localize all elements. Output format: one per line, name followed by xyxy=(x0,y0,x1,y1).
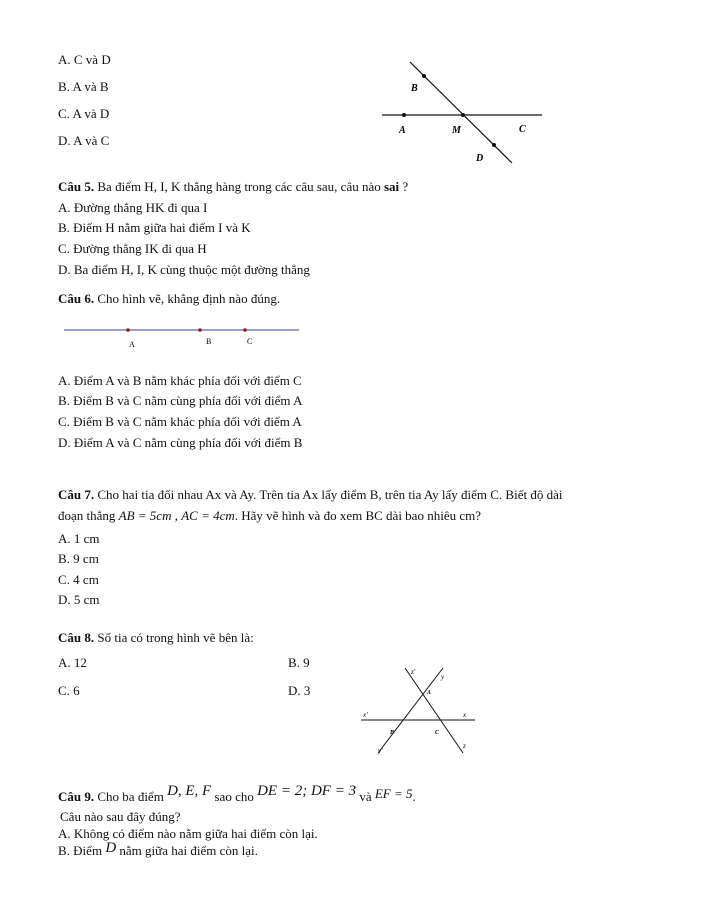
q4-point-m xyxy=(461,113,465,117)
q4-label-d: D xyxy=(476,153,484,164)
q4-point-a xyxy=(402,113,406,117)
q6-label-b: B xyxy=(206,337,212,346)
q6-point-c xyxy=(243,328,247,332)
q8-label-y: y xyxy=(441,673,445,681)
q8-option-c: C. 6 xyxy=(58,683,80,698)
q7-math-ac: AC = 4cm xyxy=(181,508,235,523)
q6-option-d: D. Điểm A và C nằm cùng phía đối với điểm B xyxy=(58,435,303,450)
q7-text-2a: đoạn thẳng xyxy=(58,508,119,523)
q9-question: Câu nào sau đây đúng? xyxy=(60,809,181,824)
q7-label: Câu 7. xyxy=(58,487,95,502)
q7-text-2b: . Hãy vẽ hình và đo xem BC dài bao nhiêu cm? xyxy=(234,508,481,523)
q5-option-a: A. Đường thẳng HK đi qua I xyxy=(58,200,208,215)
q7-option-a: A. 1 cm xyxy=(58,531,100,546)
q7-option-c: C. 4 cm xyxy=(58,572,99,587)
q4-option-b: B. A và B xyxy=(58,79,109,94)
q6-label-c: C xyxy=(247,337,253,346)
q6-option-c: C. Điểm B và C nằm khác phía đối với điểm A xyxy=(58,414,302,429)
q9-option-b-post: nằm giữa hai điểm còn lại. xyxy=(116,843,258,858)
q7-sep: , xyxy=(171,508,182,523)
q9-math-ef: EF = 5 xyxy=(374,786,413,801)
q4-option-a: A. C và D xyxy=(58,52,111,67)
q9-math-lengths: DE = 2; DF = 3 xyxy=(257,783,357,799)
q5-emphasis: sai xyxy=(384,179,400,194)
q5-text-end: ? xyxy=(399,179,409,194)
q4-point-d xyxy=(492,143,496,147)
q6-label: Câu 6. xyxy=(58,291,95,306)
q7-stem-line2 xyxy=(58,508,481,523)
q4-label-a: A xyxy=(399,125,406,136)
q7-stem-line1 xyxy=(58,487,562,502)
q9-option-a: A. Không có điểm nào nằm giữa hai điểm còn lại. xyxy=(58,826,318,841)
q5-option-d: D. Ba điểm H, I, K cùng thuộc một đường thẳng xyxy=(58,262,310,277)
q8-label-z1: z' xyxy=(411,668,416,676)
q9-math-def: D, E, F xyxy=(167,783,212,799)
q8-label-x: x xyxy=(463,711,467,719)
q8-option-b: B. 9 xyxy=(288,655,310,670)
q9-option-b xyxy=(58,840,258,859)
q9-label: Câu 9. xyxy=(58,789,95,804)
q6-stem xyxy=(58,291,280,306)
q7-option-d: D. 5 cm xyxy=(58,592,100,607)
q9-option-b-math: D xyxy=(105,840,117,856)
q6-text: Cho hình vẽ, khẳng định nào đúng. xyxy=(94,291,281,306)
q8-option-d: D. 3 xyxy=(288,683,311,698)
q8-figure xyxy=(355,660,480,760)
q7-text: Cho hai tia đối nhau Ax và Ay. Trên tia Ax lấy điểm B, trên tia Ay lấy điểm C. Biết độ dài xyxy=(94,487,563,502)
q4-label-b: B xyxy=(411,83,418,94)
q8-text: Số tia có trong hình vẽ bên là: xyxy=(94,630,254,645)
q8-label-x1: x' xyxy=(363,711,368,719)
q8-label-z: z xyxy=(463,742,466,750)
q6-label-a: A xyxy=(129,340,135,349)
q9-text-3: và xyxy=(356,789,375,804)
q4-label-c: C xyxy=(519,124,526,135)
q6-point-b xyxy=(198,328,202,332)
q9-text-2: sao cho xyxy=(211,789,258,804)
q4-option-c: C. A và D xyxy=(58,106,110,121)
q5-option-c: C. Đường thẳng IK đi qua H xyxy=(58,241,207,256)
q8-label-b: B xyxy=(390,730,395,736)
q9-text-4: . xyxy=(412,789,416,804)
q8-label-c: C xyxy=(435,730,440,736)
q5-label: Câu 5. xyxy=(58,179,95,194)
q8-label-a: A xyxy=(427,690,432,696)
q8-line-zz xyxy=(405,668,463,753)
q8-label: Câu 8. xyxy=(58,630,95,645)
q4-option-d: D. A và C xyxy=(58,133,110,148)
q4-point-b xyxy=(422,74,426,78)
q6-option-b: B. Điểm B và C nằm cùng phía đối với điểm A xyxy=(58,393,303,408)
q7-math-ab: AB = 5cm xyxy=(118,508,172,523)
q5-stem xyxy=(58,179,408,194)
q6-figure xyxy=(60,320,305,350)
q4-figure xyxy=(370,55,550,170)
q5-text: Ba điểm H, I, K thẳng hàng trong các câu sau, câu nào xyxy=(94,179,384,194)
q5-option-b: B. Điểm H nằm giữa hai điểm I và K xyxy=(58,220,251,235)
q9-text-1: Cho ba điểm xyxy=(94,789,168,804)
q9-option-b-pre: B. Điểm xyxy=(58,843,106,858)
q6-option-a: A. Điểm A và B nằm khác phía đối với điểm C xyxy=(58,373,302,388)
q8-option-a: A. 12 xyxy=(58,655,87,670)
q8-label-y1: y' xyxy=(378,747,383,755)
q8-stem xyxy=(58,630,254,645)
q7-option-b: B. 9 cm xyxy=(58,551,99,566)
q8-line-yy xyxy=(378,668,443,753)
q6-point-a xyxy=(126,328,130,332)
q9-stem xyxy=(58,783,416,808)
q4-label-m: M xyxy=(452,125,461,136)
